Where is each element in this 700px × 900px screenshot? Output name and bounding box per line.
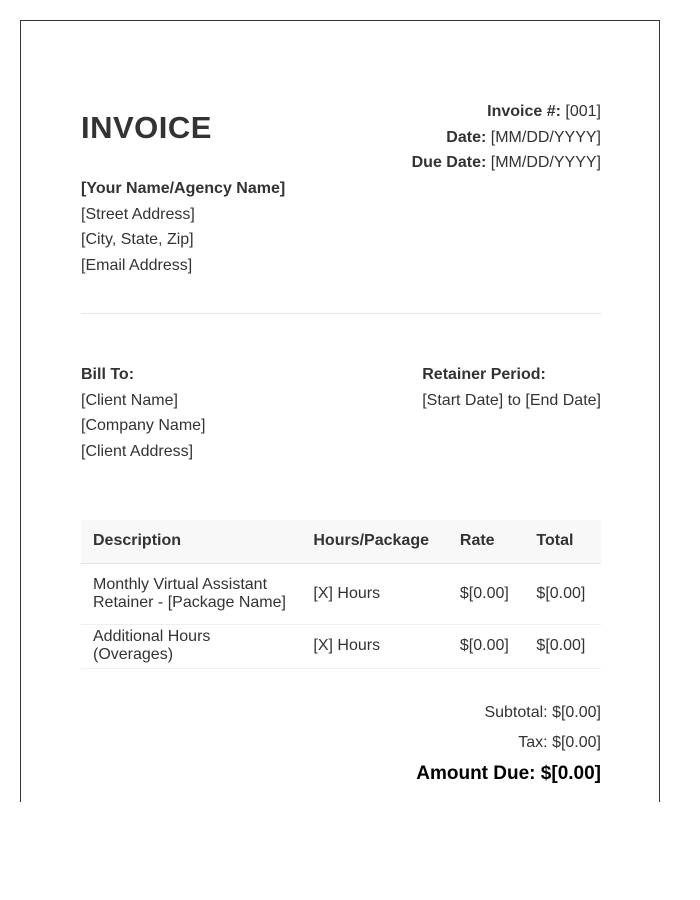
retainer-period-label: Retainer Period: <box>422 366 546 383</box>
table-row <box>81 624 601 668</box>
totals-block <box>416 698 601 787</box>
header-rate: Rate <box>448 520 525 563</box>
sender-street: [Street Address] <box>81 205 195 223</box>
bill-to-block <box>81 362 206 464</box>
amount-due-line <box>416 761 601 787</box>
row-rate: $[0.00] <box>448 563 525 624</box>
invoice-meta <box>412 99 601 176</box>
invoice-date-value: [MM/DD/YYYY] <box>490 128 601 146</box>
client-company: [Company Name] <box>81 417 206 434</box>
row-description: Monthly Virtual Assistant Retainer - [Package Name] <box>81 563 301 624</box>
row-rate: $[0.00] <box>448 624 525 668</box>
invoice-number-value: [001] <box>565 103 601 120</box>
subtotal-line <box>416 698 601 728</box>
amount-due-label: Amount Due: <box>416 763 536 784</box>
sender-name: [Your Name/Agency Name] <box>81 180 286 197</box>
header-hours: Hours/Package <box>301 520 448 563</box>
row-total: $[0.00] <box>524 624 601 668</box>
invoice-number-label: Invoice #: <box>487 103 561 120</box>
invoice-number-line <box>412 99 601 125</box>
bill-to-label: Bill To: <box>81 366 135 383</box>
row-description: Additional Hours (Overages) <box>81 624 301 668</box>
due-date-value: [MM/DD/YYYY] <box>490 154 601 171</box>
retainer-period-value: [Start Date] to [End Date] <box>422 391 601 409</box>
invoice-title: INVOICE <box>81 110 212 145</box>
sender-block <box>81 176 285 278</box>
sender-city: [City, State, Zip] <box>81 231 194 248</box>
row-hours: [X] Hours <box>301 563 448 624</box>
amount-due-value: $[0.00] <box>540 763 601 784</box>
due-date-label: Due Date: <box>411 154 487 171</box>
row-total: $[0.00] <box>524 563 601 624</box>
header-total: Total <box>524 520 601 563</box>
tax-line <box>416 728 601 758</box>
subtotal-value: $[0.00] <box>552 704 601 721</box>
retainer-block <box>422 362 601 413</box>
invoice-date-label: Date: <box>446 128 487 146</box>
row-hours: [X] Hours <box>301 624 448 668</box>
section-divider <box>81 313 601 314</box>
table-row <box>81 563 601 624</box>
invoice-date-line <box>412 125 601 151</box>
client-address: [Client Address] <box>81 442 194 460</box>
due-date-line <box>412 150 601 176</box>
subtotal-label: Subtotal: <box>484 704 548 721</box>
sender-email: [Email Address] <box>81 256 193 274</box>
tax-label: Tax: <box>518 734 548 751</box>
table-header-row <box>81 520 601 563</box>
invoice-page <box>20 20 660 802</box>
line-items-table <box>81 520 601 669</box>
header-description: Description <box>81 520 301 563</box>
tax-value: $[0.00] <box>552 734 601 751</box>
client-name: [Client Name] <box>81 391 178 409</box>
